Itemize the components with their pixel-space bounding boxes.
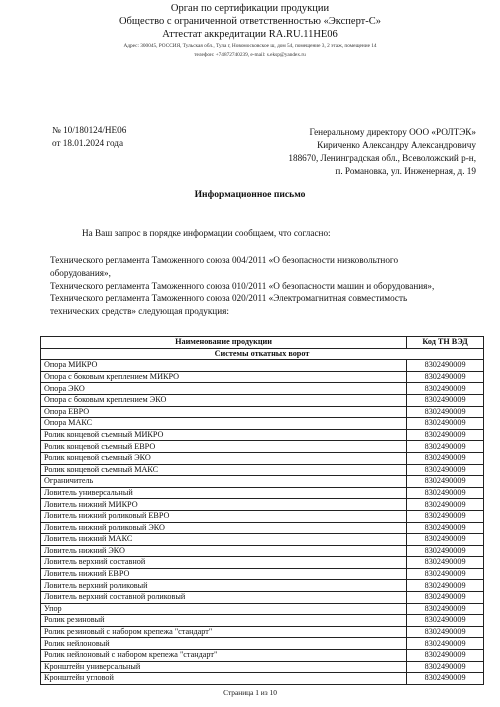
table-row <box>41 545 484 557</box>
regulation-line: Технического регламента Таможенного союза 004/2011 «О безопасности низковольтного <box>50 255 399 265</box>
org-address: Адрес: 300045, РОССИЯ, Тульская обл., Тула г, Новомосковское ш, дом 54, помещение 3, 2 этаж, помещение 14 <box>123 43 377 49</box>
hs-code-cell: 8302490009 <box>407 487 484 499</box>
addressee-line: п. Романовка, ул. Инженерная, д. 19 <box>335 166 476 176</box>
product-name-cell: Ловитель нижний роликовый ЕВРО <box>41 510 407 522</box>
product-name-cell: Ролик концевой съемный МИКРО <box>41 429 407 441</box>
table-row <box>41 429 484 441</box>
table-row <box>41 661 484 673</box>
product-name-cell: Опора МИКРО <box>41 360 407 372</box>
table-row <box>41 522 484 534</box>
table-row <box>41 464 484 476</box>
product-name-cell: Ролик концевой съемный ЭКО <box>41 452 407 464</box>
hs-code-cell: 8302490009 <box>407 557 484 569</box>
products-table <box>40 336 484 685</box>
document-title: Информационное письмо <box>194 189 306 200</box>
org-header-line-1: Орган по сертификации продукции <box>170 3 330 14</box>
hs-code-cell: 8302490009 <box>407 522 484 534</box>
table-section-row <box>41 348 484 360</box>
product-name-cell: Ролик концевой съемный МАКС <box>41 464 407 476</box>
table-row <box>41 568 484 580</box>
hs-code-cell: 8302490009 <box>407 580 484 592</box>
intro-text: На Ваш запрос в порядке информации сообщаем, что согласно: <box>82 228 331 238</box>
addressee-line: 188670, Ленинградская обл., Всеволожский р-н, <box>288 153 476 163</box>
hs-code-cell: 8302490009 <box>407 452 484 464</box>
hs-code-cell: 8302490009 <box>407 534 484 546</box>
table-row <box>41 638 484 650</box>
product-name-cell: Упор <box>41 603 407 615</box>
hs-code-cell: 8302490009 <box>407 406 484 418</box>
hs-code-cell: 8302490009 <box>407 429 484 441</box>
hs-code-cell: 8302490009 <box>407 661 484 673</box>
table-row <box>41 557 484 569</box>
table-row <box>41 592 484 604</box>
hs-code-cell: 8302490009 <box>407 592 484 604</box>
table-row <box>41 418 484 430</box>
hs-code-cell: 8302490009 <box>407 626 484 638</box>
org-header-line-3: Аттестат аккредитации RA.RU.11НЕ06 <box>162 29 338 40</box>
table-row <box>41 510 484 522</box>
product-name-cell: Ловитель верхний роликовый <box>41 580 407 592</box>
hs-code-cell: 8302490009 <box>407 418 484 430</box>
hs-code-cell: 8302490009 <box>407 545 484 557</box>
product-name-cell: Ролик резиновый с набором крепежа "стандарт" <box>41 626 407 638</box>
table-row <box>41 626 484 638</box>
product-name-cell: Кронштейн универсальный <box>41 661 407 673</box>
hs-code-cell: 8302490009 <box>407 673 484 685</box>
hs-code-cell: 8302490009 <box>407 510 484 522</box>
hs-code-cell: 8302490009 <box>407 615 484 627</box>
hs-code-cell: 8302490009 <box>407 441 484 453</box>
table-row <box>41 360 484 372</box>
org-contacts: телефон: +74872740239, e-mail: s.eksp@yandex.ru <box>194 52 306 58</box>
regulation-line: оборудования», <box>50 267 111 278</box>
hs-code-cell: 8302490009 <box>407 383 484 395</box>
table-row <box>41 476 484 488</box>
regulation-line: Технического регламента Таможенного союза 010/2011 «О безопасности машин и оборудования», <box>50 280 435 291</box>
hs-code-cell: 8302490009 <box>407 568 484 580</box>
table-row <box>41 534 484 546</box>
hs-code-cell: 8302490009 <box>407 360 484 372</box>
table-row <box>41 673 484 685</box>
org-header-line-2: Общество с ограниченной ответственностью «Эксперт-С» <box>118 16 382 27</box>
table-row <box>41 394 484 406</box>
product-name-cell: Опора МАКС <box>41 418 407 430</box>
product-name-cell: Кронштейн угловой <box>41 673 407 685</box>
letter-date: от 18.01.2024 года <box>52 138 124 148</box>
product-name-cell: Ролик нейлоновый <box>41 638 407 650</box>
product-name-cell: Ловитель нижний роликовый ЭКО <box>41 522 407 534</box>
table-row <box>41 371 484 383</box>
table-row <box>41 406 484 418</box>
product-name-cell: Ловитель нижний МАКС <box>41 534 407 546</box>
product-name-cell: Ловитель верхний составной роликовый <box>41 592 407 604</box>
addressee-block <box>216 126 476 178</box>
product-name-cell: Ловитель нижний ЕВРО <box>41 568 407 580</box>
hs-code-cell: 8302490009 <box>407 464 484 476</box>
column-header-name: Наименование продукции <box>41 337 407 349</box>
page-number: Страница 1 из 10 <box>223 688 277 697</box>
product-name-cell: Ловитель верхний составной <box>41 557 407 569</box>
hs-code-cell: 8302490009 <box>407 499 484 511</box>
product-name-cell: Опора с боковым креплением МИКРО <box>41 371 407 383</box>
table-row <box>41 452 484 464</box>
product-name-cell: Ограничитель <box>41 476 407 488</box>
column-header-code: Код ТН ВЭД <box>407 337 484 349</box>
letter-number: № 10/180124/НЕ06 <box>52 125 127 135</box>
hs-code-cell: 8302490009 <box>407 476 484 488</box>
hs-code-cell: 8302490009 <box>407 638 484 650</box>
hs-code-cell: 8302490009 <box>407 371 484 383</box>
table-row <box>41 499 484 511</box>
table-row <box>41 603 484 615</box>
product-name-cell: Ролик концевой съемный ЕВРО <box>41 441 407 453</box>
regulation-line: технических средств» следующая продукция: <box>50 306 229 317</box>
product-name-cell: Ролик резиновый <box>41 615 407 627</box>
table-row <box>41 383 484 395</box>
hs-code-cell: 8302490009 <box>407 603 484 615</box>
table-header-row <box>41 337 484 349</box>
regulations-text <box>50 254 480 318</box>
product-name-cell: Ловитель нижний МИКРО <box>41 499 407 511</box>
addressee-line: Кириченко Александру Александровичу <box>317 140 476 150</box>
table-row <box>41 580 484 592</box>
product-name-cell: Ловитель нижний ЭКО <box>41 545 407 557</box>
section-title: Системы откатных ворот <box>41 348 484 360</box>
regulation-line: Технического регламента Таможенного союза 020/2011 «Электромагнитная совместимость <box>50 293 408 304</box>
product-name-cell: Опора ЕВРО <box>41 406 407 418</box>
product-name-cell: Опора с боковым креплением ЭКО <box>41 394 407 406</box>
table-row <box>41 441 484 453</box>
hs-code-cell: 8302490009 <box>407 394 484 406</box>
product-name-cell: Опора ЭКО <box>41 383 407 395</box>
hs-code-cell: 8302490009 <box>407 650 484 662</box>
table-row <box>41 487 484 499</box>
table-row <box>41 650 484 662</box>
table-row <box>41 615 484 627</box>
product-name-cell: Ролик нейлоновый с набором крепежа "стандарт" <box>41 650 407 662</box>
addressee-line: Генеральному директору ООО «РОЛТЭК» <box>309 127 476 137</box>
product-name-cell: Ловитель универсальный <box>41 487 407 499</box>
